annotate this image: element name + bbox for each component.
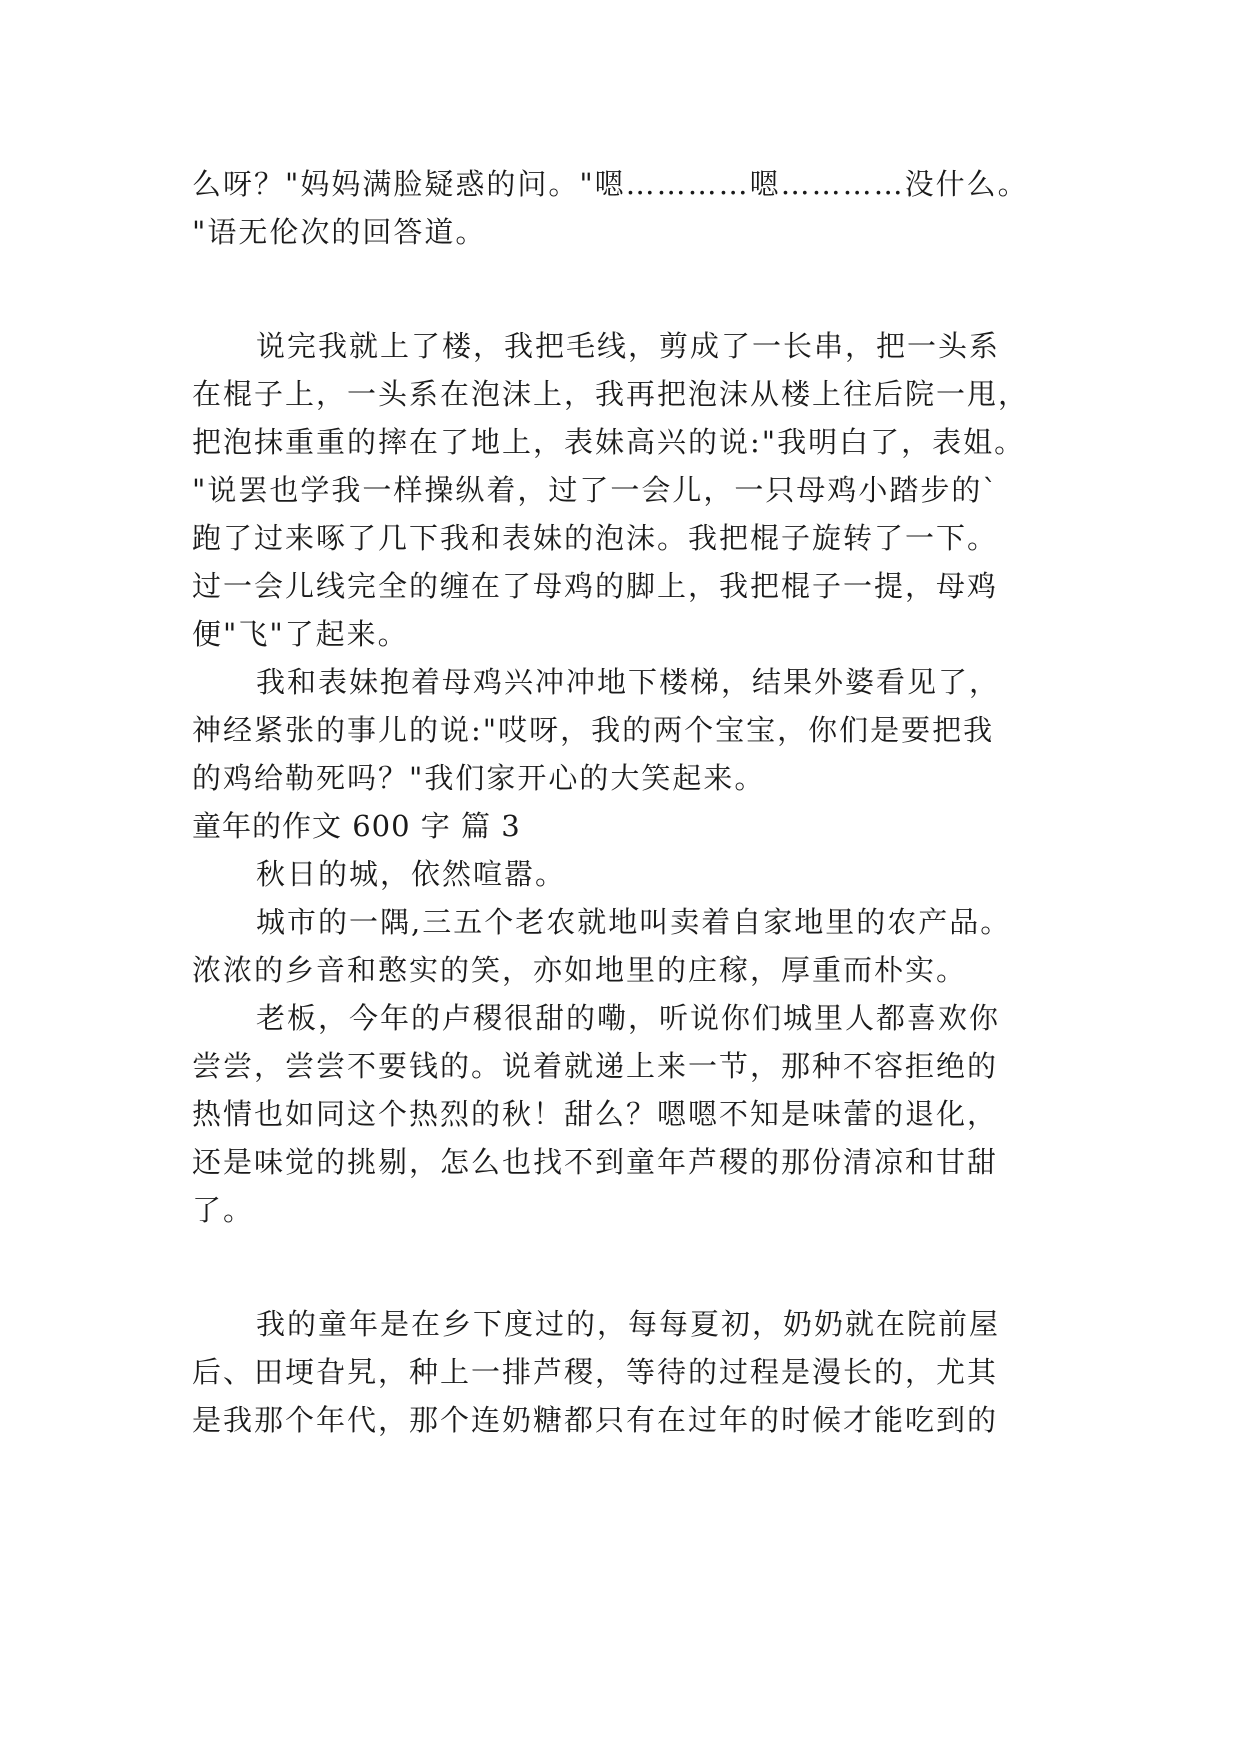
text-line: 的鸡给勒死吗？"我们家开心的大笑起来。 <box>192 761 766 795</box>
text-line: 说完我就上了楼，我把毛线，剪成了一长串，把一头系 <box>256 329 1001 363</box>
text-line: 了。 <box>192 1193 255 1227</box>
paragraph-1 <box>192 160 1092 256</box>
text-line: 城市的一隅,三五个老农就地叫卖着自家地里的农产品。 <box>256 905 1012 939</box>
text-line: 是我那个年代，那个连奶糖都只有在过年的时候才能吃到的 <box>192 1403 999 1437</box>
text-line: 在棍子上，一头系在泡沫上，我再把泡沫从楼上往后院一甩， <box>192 377 1030 411</box>
paragraph-5 <box>192 898 1092 994</box>
paragraph-4 <box>192 850 1092 898</box>
text-line: 浓浓的乡音和憨实的笑，亦如地里的庄稼，厚重而朴实。 <box>192 953 968 987</box>
heading-text: 童年的作文 600 字 篇 3 <box>192 809 521 843</box>
text-line: "语无伦次的回答道。 <box>192 215 487 249</box>
text-line: 过一会儿线完全的缠在了母鸡的脚上，我把棍子一提，母鸡 <box>192 569 999 603</box>
text-line: 便"飞"了起来。 <box>192 617 409 651</box>
section-heading <box>192 802 1092 850</box>
text-line: 么呀？"妈妈满脸疑惑的问。"嗯…………嗯…………没什么。 <box>192 167 1029 201</box>
paragraph-2 <box>192 322 1092 658</box>
text-line: 老板，今年的卢稷很甜的嘞，听说你们城里人都喜欢你 <box>256 1001 1001 1035</box>
paragraph-3 <box>192 658 1092 802</box>
text-line: 后、田埂旮旯，种上一排芦稷，等待的过程是漫长的，尤其 <box>192 1355 999 1389</box>
text-line: 跑了过来啄了几下我和表妹的泡沫。我把棍子旋转了一下。 <box>192 521 999 555</box>
text-line: 还是味觉的挑剔，怎么也找不到童年芦稷的那份清凉和甘甜 <box>192 1145 999 1179</box>
text-line: 尝尝，尝尝不要钱的。说着就递上来一节，那种不容拒绝的 <box>192 1049 999 1083</box>
text-line: 神经紧张的事儿的说:"哎呀，我的两个宝宝，你们是要把我 <box>192 713 995 747</box>
paragraph-6 <box>192 994 1092 1234</box>
paragraph-7 <box>192 1300 1092 1444</box>
text-line: 我的童年是在乡下度过的，每每夏初，奶奶就在院前屋 <box>256 1307 1001 1341</box>
text-line: "说罢也学我一样操纵着，过了一会儿，一只母鸡小踏步的` <box>192 473 999 507</box>
text-line: 我和表妹抱着母鸡兴冲冲地下楼梯，结果外婆看见了， <box>256 665 1001 699</box>
text-line: 把泡抹重重的摔在了地上，表妹高兴的说:"我明白了，表姐。 <box>192 425 1026 459</box>
text-line: 热情也如同这个热烈的秋！甜么？嗯嗯不知是味蕾的退化， <box>192 1097 999 1131</box>
document-body <box>192 160 1092 1444</box>
text-line: 秋日的城，依然喧嚣。 <box>256 857 567 891</box>
